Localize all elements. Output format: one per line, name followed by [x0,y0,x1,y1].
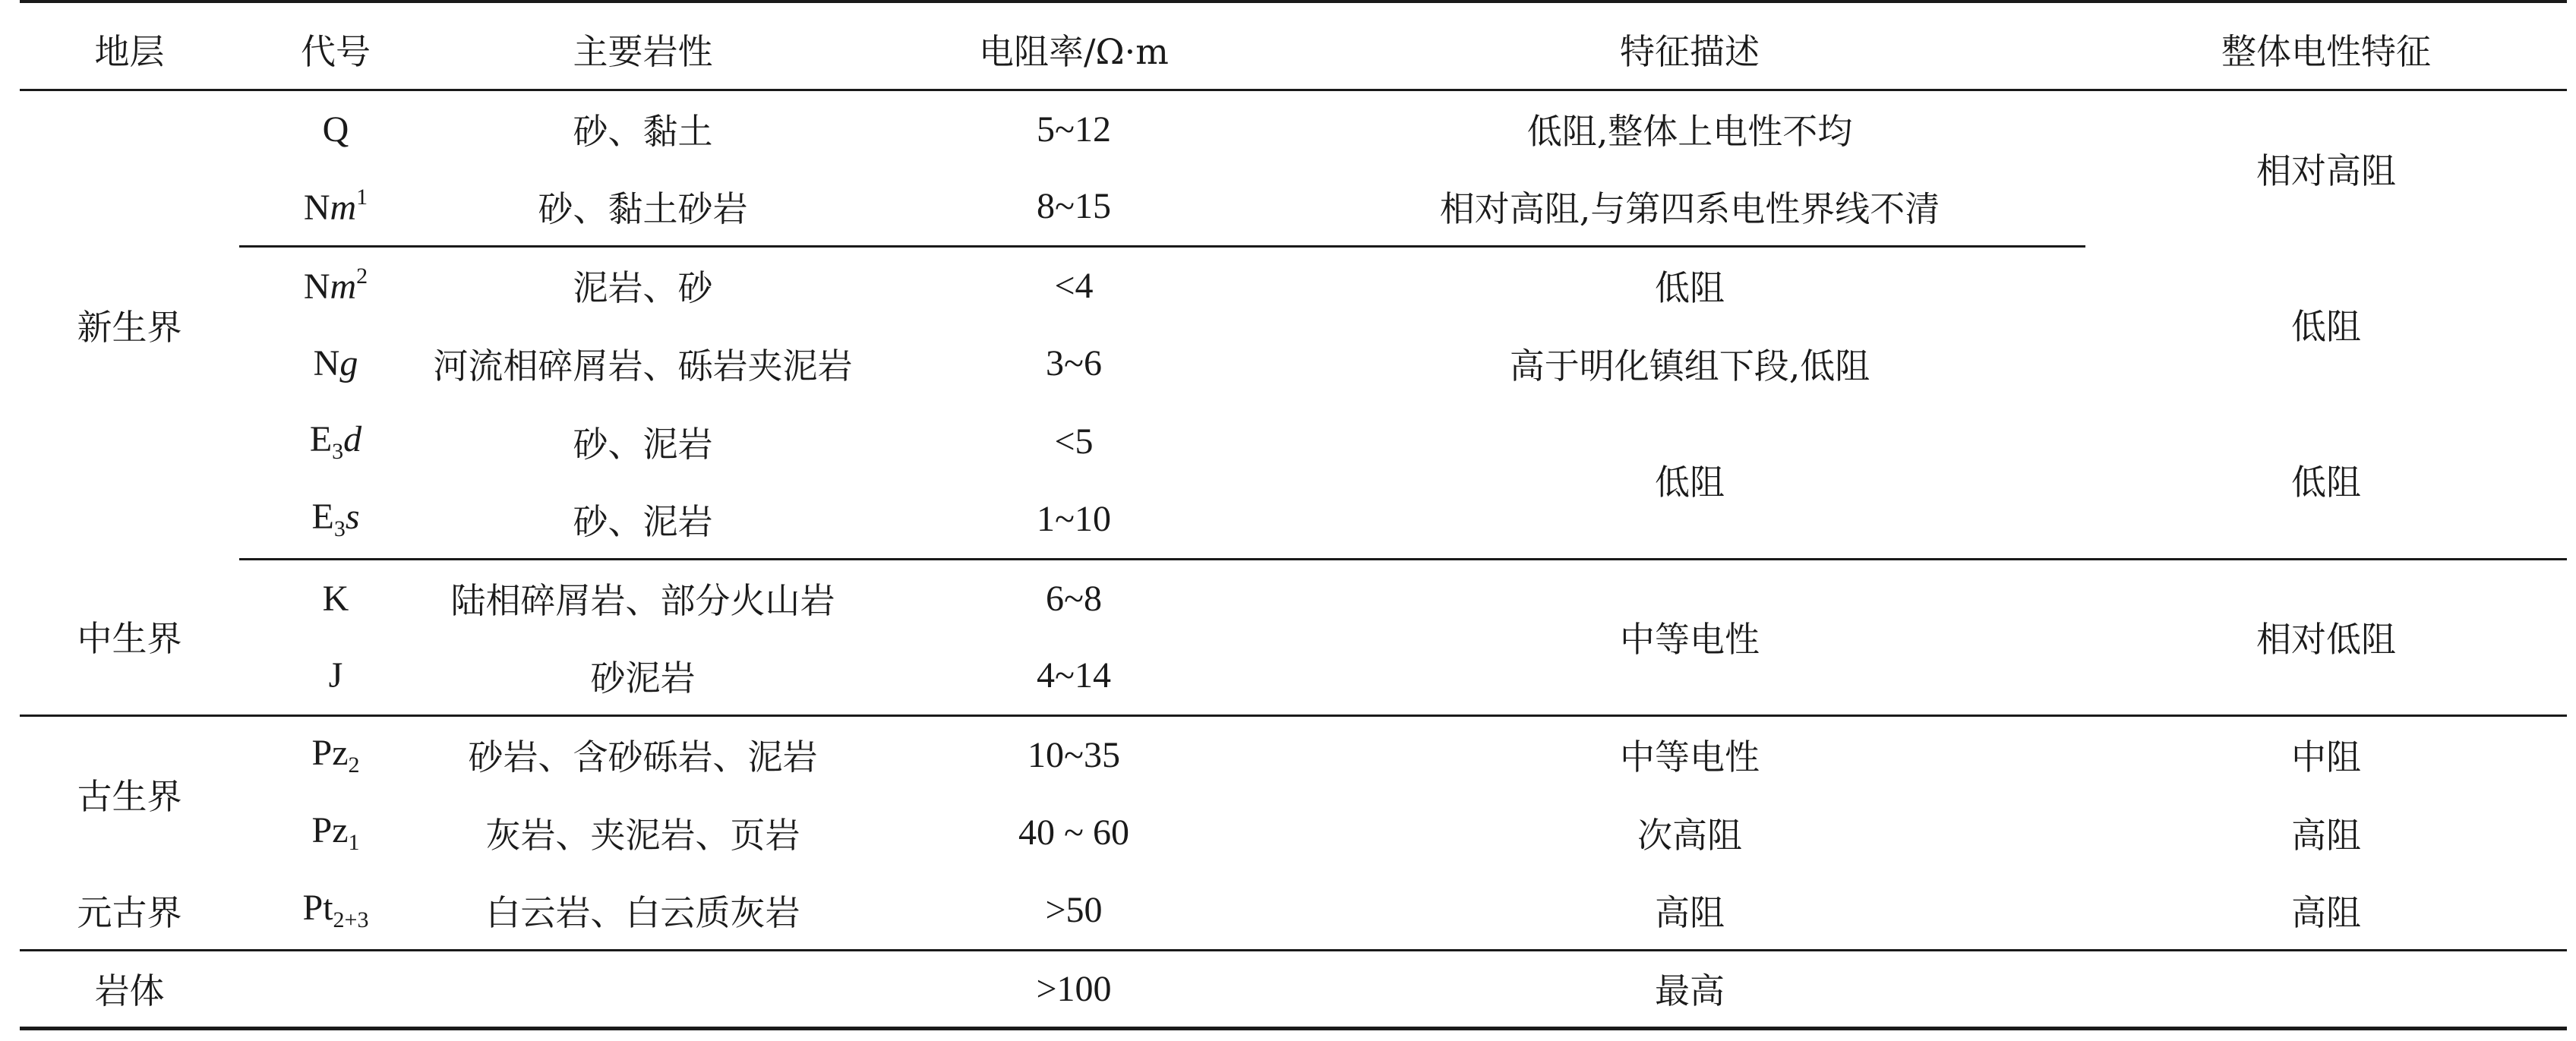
resistivity-cell: <5 [1054,421,1094,462]
overall-cell: 相对低阻 [2085,559,2567,715]
code-cell: $E_3s$ [239,481,432,559]
description-cell: 中等电性 [1620,737,1760,778]
description-cell: 次高阻 [1637,814,1742,856]
header-code: 代号 [239,2,432,90]
stratum-cell: 元古界 [20,872,239,950]
lithology-cell: 砂泥岩 [432,637,854,715]
header-overall: 整体电性特征 [2085,2,2567,90]
table-row [20,559,2567,637]
header-row [20,2,2567,90]
table-row [20,950,2567,1028]
table-row [20,872,2567,950]
code-cell: Nm$^1$ [239,168,432,246]
overall-cell: 低阻 [2085,402,2567,559]
resistivity-cell: 6~8 [1046,578,1102,619]
overall-cell [2085,950,2567,1028]
overall-cell: 中阻 [2291,737,2361,778]
code-cell: $Pz_1$ [311,810,360,855]
table-row [20,90,2567,168]
header-lithology: 主要岩性 [432,2,854,90]
lithology-cell: 砂、黏土 [573,111,713,153]
resistivity-table-container [20,0,2567,1041]
code-cell [239,950,432,1028]
lithology-cell: 砂、黏土砂岩 [432,168,854,246]
lithology-cell: 砂、泥岩 [573,423,713,465]
stratum-cell: 古生界 [77,775,182,817]
overall-cell: 高阻 [2291,814,2361,856]
code-cell: $Pz_2$ [311,732,360,778]
resistivity-cell: 1~10 [854,481,1294,559]
resistivity-table [20,0,2567,1030]
code-cell: Ng [313,343,358,383]
code-cell: J [239,637,432,715]
lithology-cell: 白云岩、白云质灰岩 [432,872,854,950]
code-cell: Nm$^2$ [303,263,368,308]
lithology-cell: 砂岩、含砂砾岩、泥岩 [468,737,818,778]
table-header [20,2,2567,90]
resistivity-cell: 4~14 [854,637,1294,715]
table-row [20,793,2567,872]
stratum-cell: 中生界 [20,559,239,715]
code-cell: Q [322,109,349,150]
resistivity-cell: 8~15 [854,168,1294,246]
description-cell: 高于明化镇组下段,低阻 [1509,345,1870,386]
stratum-cell: 岩体 [20,950,239,1028]
description-cell: 相对高阻,与第四系电性界线不清 [1294,168,2085,246]
lithology-cell: 泥岩、砂 [573,267,713,309]
header-description: 特征描述 [1294,2,2085,90]
table-row [20,402,2567,481]
description-cell: 低阻,整体上电性不均 [1526,111,1853,153]
stratum-cell: 新生界 [77,306,182,348]
lithology-cell: 河流相碎屑岩、砾岩夹泥岩 [433,345,853,386]
code-cell: $Pt_{2+3}$ [239,872,432,950]
resistivity-cell: >100 [854,950,1294,1028]
lithology-cell [432,950,854,1028]
lithology-cell: 灰岩、夹泥岩、页岩 [485,814,800,856]
code-cell: K [322,578,349,619]
resistivity-cell: 5~12 [1037,109,1111,150]
description-cell: 最高 [1294,950,2085,1028]
lithology-cell: 砂、泥岩 [432,481,854,559]
description-cell: 低阻 [1294,402,2085,559]
resistivity-cell: 40 ~ 60 [1018,812,1129,853]
resistivity-cell: 3~6 [1046,343,1102,383]
description-cell: 中等电性 [1294,559,2085,715]
table-row [20,715,2567,793]
header-stratum: 地层 [20,2,239,90]
overall-cell: 低阻 [2291,306,2361,347]
overall-cell: 高阻 [2085,872,2567,950]
description-cell: 低阻 [1655,267,1725,309]
description-cell: 高阻 [1294,872,2085,950]
lithology-cell: 陆相碎屑岩、部分火山岩 [450,580,835,622]
table-body [20,90,2567,1028]
overall-cell: 相对高阻 [2256,150,2396,191]
code-cell: $E_3d$ [309,419,362,464]
header-resistivity: 电阻率/Ω·m [854,2,1294,90]
resistivity-cell: >50 [854,872,1294,950]
resistivity-cell: <4 [1054,265,1094,306]
resistivity-cell: 10~35 [1028,734,1120,775]
table-row [20,246,2567,324]
